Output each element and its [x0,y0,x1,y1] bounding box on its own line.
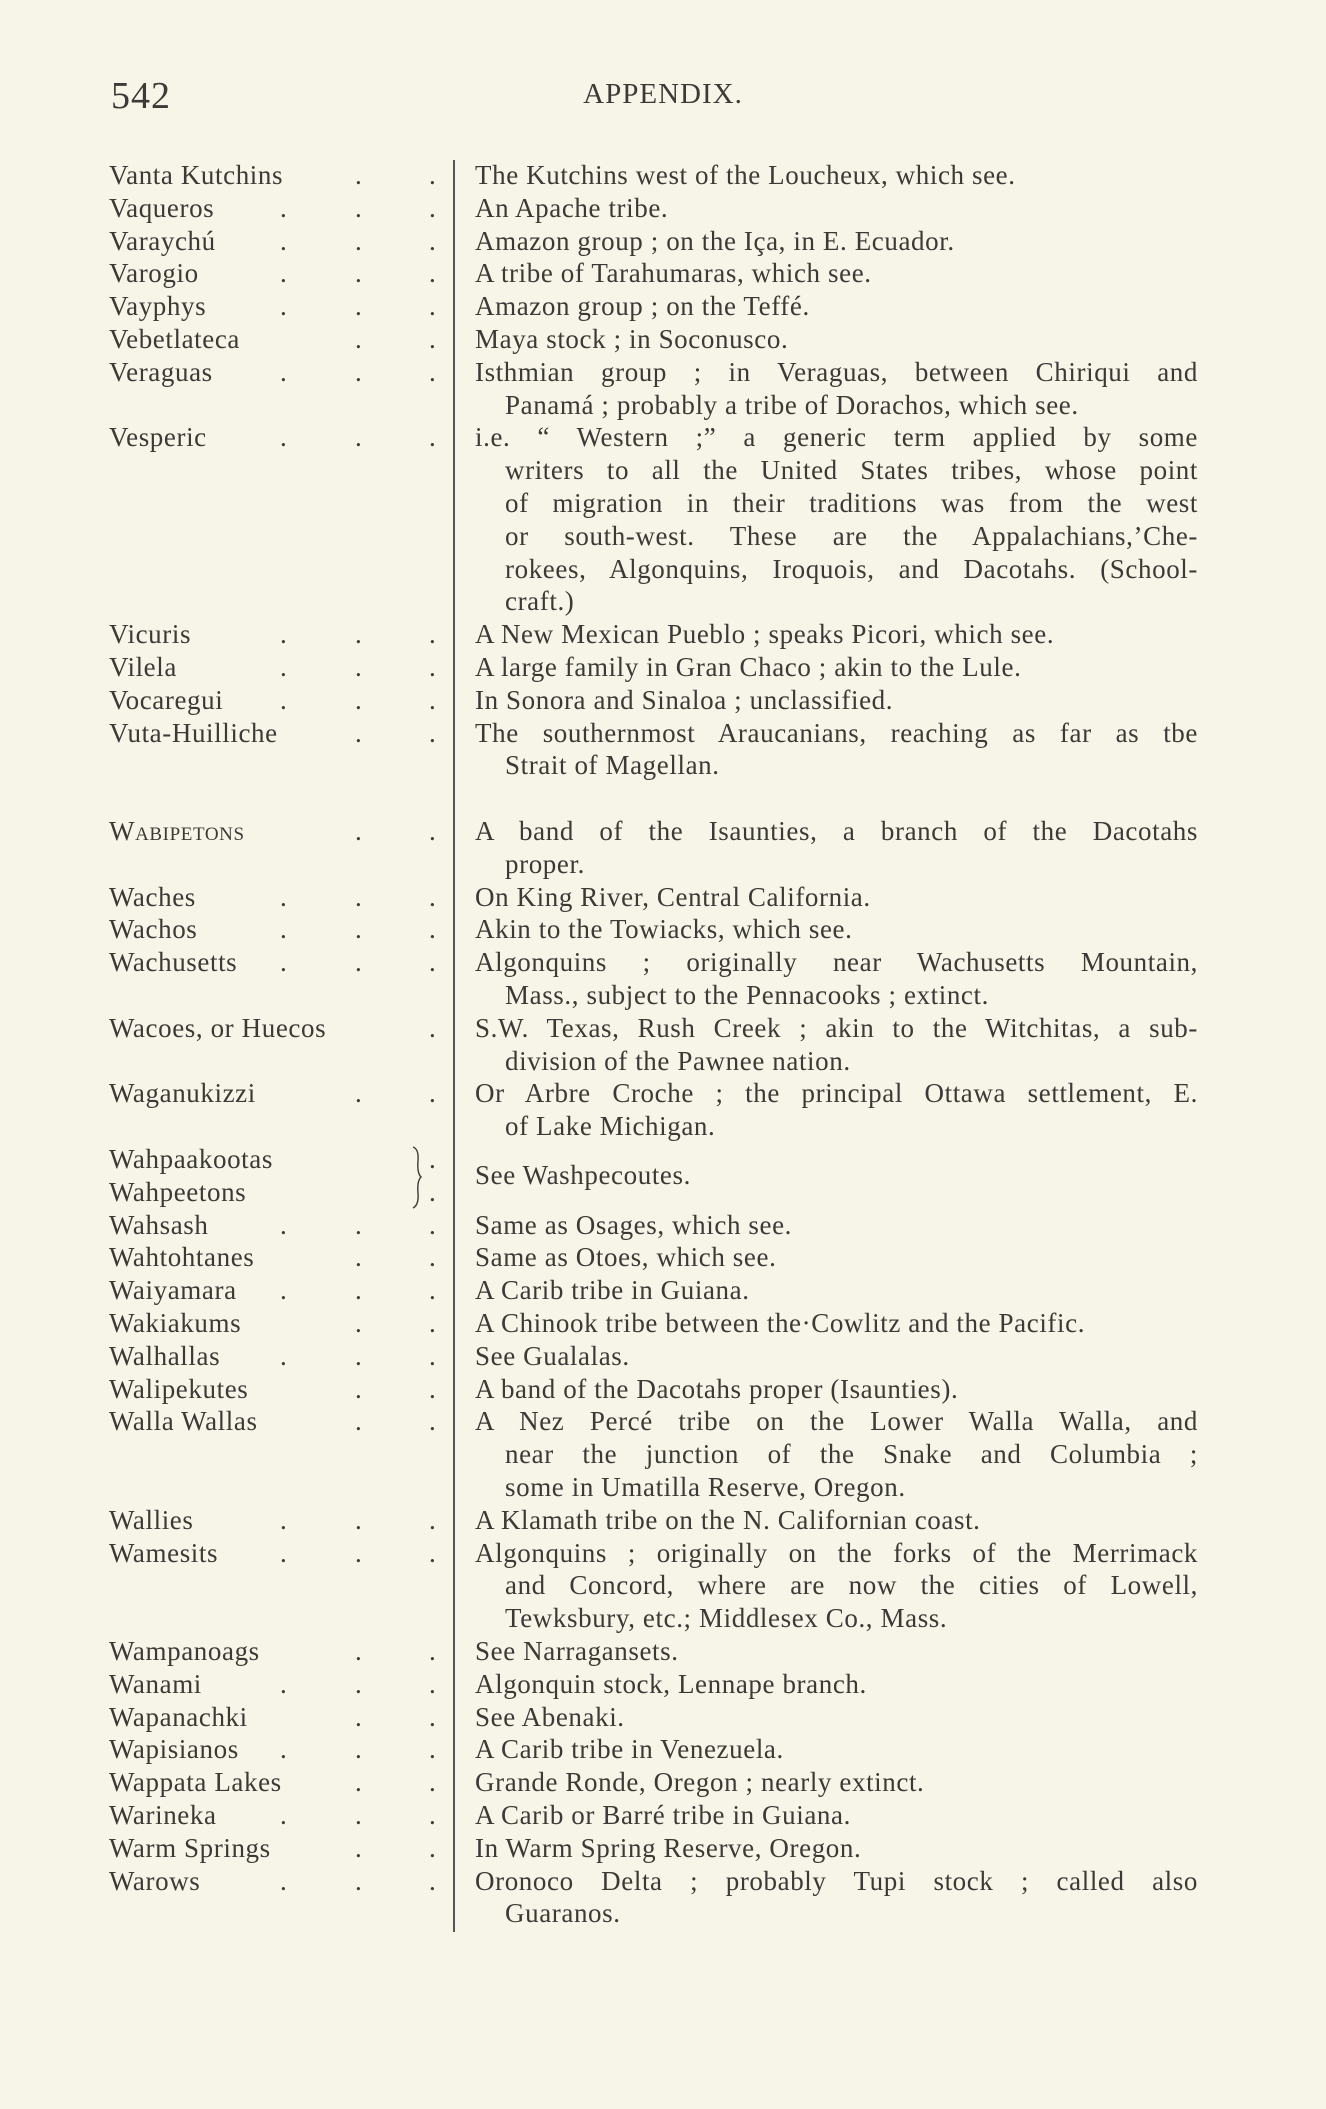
entry-description-continuation: craft.) [505,586,575,617]
entry-name: Vocaregui [109,684,224,715]
leader-dot: . [355,1701,362,1732]
entry-description-continuation: Tewksbury, etc.; Middlesex Co., Mass. [505,1603,948,1634]
entry-description-continuation: proper. [505,848,585,879]
leader-dot: . [355,1537,362,1568]
leader-dot: . [429,1537,436,1568]
leader-dot: . [355,1209,362,1240]
leader-dot: . [280,914,287,945]
entry-description: The southernmost Araucanians, reaching as far as tbe [475,717,1198,748]
entry-name: Warm Springs [109,1832,271,1863]
leader-dot: . [355,1340,362,1371]
leader-dot: . [355,1734,362,1765]
leader-dot: . [355,356,362,387]
leader-dot: . [355,192,362,223]
entry-name: Vaqueros [109,192,215,223]
leader-dot: . [429,1701,436,1732]
entry-name: Wapisianos [109,1734,239,1765]
entry-description: A Chinook tribe between the·Cowlitz and the Pacific. [475,1308,1086,1338]
leader-dot: . [355,881,362,912]
entry-name: Wappata Lakes [109,1767,282,1798]
entry-description: A Carib tribe in Guiana. [475,1275,750,1306]
leader-dot: . [280,1209,287,1240]
leader-dot: . [280,652,287,682]
leader-dot: . [355,160,362,190]
leader-dot: . [355,816,362,846]
leader-dot: . [355,225,362,256]
entry-description-continuation: Strait of Magellan. [505,750,720,781]
entry-description-continuation: writers to all the United States tribes, whose point [505,455,1198,486]
leader-dot: . [429,160,436,190]
entry-description: A Carib tribe in Venezuela. [475,1734,784,1765]
entry-name: Wallies [109,1504,194,1535]
entry-description: A band of the Isaunties, a branch of the Dacotahs [475,816,1198,846]
leader-dot: . [355,1308,362,1338]
entry-name: Wampanoags [109,1636,260,1666]
leader-dot: . [355,1078,362,1109]
leader-dot: . [429,1734,436,1765]
entry-name: Wahtohtanes [109,1242,255,1273]
leader-dot: . [355,947,362,978]
leader-dot: . [429,225,436,256]
brace-icon [410,1145,426,1211]
leader-dot: . [429,1865,436,1896]
leader-dot: . [355,1767,362,1798]
entry-description: Amazon group ; on the Teffé. [475,291,810,322]
entry-description: An Apache tribe. [475,192,669,223]
leader-dot: . [429,258,436,289]
entry-name: Wachos [109,914,198,945]
leader-dot: . [280,947,287,978]
leader-dot: . [280,192,287,223]
entry-description-continuation: division of the Pawnee nation. [505,1045,851,1076]
entry-description: A Nez Percé tribe on the Lower Walla Walla, and [475,1406,1198,1437]
entry-name: Warineka [109,1800,217,1830]
leader-dot: . [429,192,436,223]
leader-dot: . [280,1340,287,1371]
entry-description: Same as Osages, which see. [475,1209,793,1240]
entry-description: A band of the Dacotahs proper (Isaunties). [475,1373,959,1404]
entry-description: A large family in Gran Chaco ; akin to the Lule. [475,652,1022,682]
leader-dot: . [429,1176,436,1207]
leader-dot: . [280,684,287,715]
entry-name: Waches [109,881,196,912]
leader-dot: . [429,652,436,682]
leader-dot: . [280,291,287,322]
entry-description: Algonquin stock, Lennape branch. [475,1668,867,1699]
leader-dot: . [429,1078,436,1109]
entry-description-continuation: near the junction of the Snake and Columbia ; [505,1439,1198,1470]
leader-dot: . [429,1012,436,1043]
leader-dot: . [429,1373,436,1404]
entry-description: Maya stock ; in Soconusco. [475,324,789,354]
leader-dot: . [280,225,287,256]
entry-description: See Washpecoutes. [475,1160,691,1191]
entry-name: Wakiakums [109,1308,242,1338]
entry-description: Amazon group ; on the Iça, in E. Ecuador. [475,225,955,256]
entry-description-continuation: rokees, Algonquins, Iroquois, and Dacotahs. (School- [505,553,1198,584]
entry-name: Vilela [109,652,177,682]
entry-name: Veraguas [109,356,213,387]
leader-dot: . [429,1832,436,1863]
leader-dot: . [355,291,362,322]
entry-name: Walhallas [109,1340,221,1371]
entry-description: i.e. “ Western ;” a generic term applied by some [475,422,1198,453]
entry-description: In Warm Spring Reserve, Oregon. [475,1832,862,1863]
leader-dot: . [429,1308,436,1338]
leader-dot: . [355,684,362,715]
leader-dot: . [355,422,362,453]
leader-dot: . [355,1275,362,1306]
entry-name: Vicuris [109,619,192,650]
entry-name: Waganukizzi [109,1078,256,1109]
entry-description: Oronoco Delta ; probably Tupi stock ; called also [475,1865,1198,1896]
entry-description: Akin to the Towiacks, which see. [475,914,853,945]
entry-description: In Sonora and Sinaloa ; unclassified. [475,684,894,715]
leader-dot: . [280,422,287,453]
entry-description: Algonquins ; originally near Wachusetts Mountain, [475,947,1198,978]
leader-dot: . [355,619,362,650]
entry-name: Wahpaakootas [109,1144,273,1174]
leader-dot: . [429,324,436,354]
leader-dot: . [429,1668,436,1699]
entry-description-continuation: some in Umatilla Reserve, Oregon. [505,1472,906,1502]
leader-dot: . [429,816,436,846]
leader-dot: . [429,1636,436,1666]
leader-dot: . [280,356,287,387]
entry-description-continuation: or south-west. These are the Appalachians,’Che- [505,520,1198,551]
entry-name: Wanami [109,1668,202,1699]
leader-dot: . [355,652,362,682]
leader-dot: . [355,1865,362,1896]
leader-dot: . [429,684,436,715]
entry-description-continuation: Panamá ; probably a tribe of Dorachos, which see. [505,389,1079,420]
leader-dot: . [429,1800,436,1830]
leader-dot: . [429,1209,436,1240]
entry-name: Vanta Kutchins [109,160,284,190]
leader-dot: . [355,1832,362,1863]
leader-dot: . [355,1406,362,1437]
leader-dot: . [429,1275,436,1306]
leader-dot: . [280,258,287,289]
entry-description-continuation: Guaranos. [505,1898,621,1929]
entry-name: Wahsash [109,1209,209,1240]
entry-description: Grande Ronde, Oregon ; nearly extinct. [475,1767,925,1798]
leader-dot: . [355,324,362,354]
entry-name: Wahpeetons [109,1176,247,1207]
leader-dot: . [355,1504,362,1535]
entry-description: A New Mexican Pueblo ; speaks Picori, which see. [475,619,1055,650]
leader-dot: . [429,1767,436,1798]
entry-description: Isthmian group ; in Veraguas, between Chiriqui and [475,356,1198,387]
entry-name: Varogio [109,258,199,289]
entry-description: Algonquins ; originally on the forks of the Merrimack [475,1537,1198,1568]
entry-name: Wapanachki [109,1701,248,1732]
leader-dot: . [280,1734,287,1765]
leader-dot: . [429,291,436,322]
leader-dot: . [429,717,436,748]
leader-dot: . [280,619,287,650]
leader-dot: . [280,1800,287,1830]
leader-dot: . [280,1865,287,1896]
leader-dot: . [280,881,287,912]
leader-dot: . [355,258,362,289]
leader-dot: . [429,947,436,978]
entry-description: See Abenaki. [475,1701,625,1732]
entry-name: Wamesits [109,1537,219,1568]
leader-dot: . [429,1504,436,1535]
entry-name: Warows [109,1865,201,1896]
entry-description: A Klamath tribe on the N. Californian coast. [475,1504,981,1535]
entry-description: Same as Otoes, which see. [475,1242,777,1273]
entry-description: The Kutchins west of the Loucheux, which see. [475,160,1016,190]
leader-dot: . [429,1406,436,1437]
entry-description: Or Arbre Croche ; the principal Ottawa settlement, E. [475,1078,1198,1109]
leader-dot: . [355,1373,362,1404]
entry-description-continuation: of migration in their traditions was from the west [505,488,1198,518]
entry-description: See Narragansets. [475,1636,679,1666]
leader-dot: . [355,1668,362,1699]
leader-dot: . [355,1242,362,1273]
leader-dot: . [280,1275,287,1306]
entry-description-continuation: and Concord, where are now the cities of Lowell, [505,1570,1198,1601]
leader-dot: . [429,914,436,945]
page-number: 542 [111,75,171,117]
leader-dot: . [429,1242,436,1273]
leader-dot: . [429,422,436,453]
entry-name: Vebetlateca [109,324,241,354]
leader-dot: . [355,1636,362,1666]
leader-dot: . [355,1800,362,1830]
leader-dot: . [355,914,362,945]
entry-name: Vesperic [109,422,207,453]
leader-dot: . [429,1340,436,1371]
entry-name: Walla Wallas [109,1406,258,1437]
entry-name: Wacoes, or Huecos [109,1012,327,1043]
leader-dot: . [280,1537,287,1568]
entry-description-continuation: of Lake Michigan. [505,1111,716,1142]
leader-dot: . [429,619,436,650]
entry-name: Wachusetts [109,947,238,978]
entry-description: A tribe of Tarahumaras, which see. [475,258,872,289]
running-title: APPENDIX. [583,78,743,110]
leader-dot: . [355,717,362,748]
entry-name: Wabipetons [109,816,245,846]
entry-description: See Gualalas. [475,1340,630,1371]
entry-description: On King River, Central California. [475,881,871,912]
entry-name: Varaychú [109,225,216,256]
leader-dot: . [429,881,436,912]
leader-dot: . [280,1668,287,1699]
entry-description: A Carib or Barré tribe in Guiana. [475,1800,851,1830]
entry-description: S.W. Texas, Rush Creek ; akin to the Witchitas, a sub- [475,1012,1198,1043]
leader-dot: . [280,1504,287,1535]
column-divider [453,160,455,1932]
entry-name: Vuta-Huilliche [109,717,278,748]
leader-dot: . [429,1144,436,1174]
entry-name: Waiyamara [109,1275,237,1306]
leader-dot: . [429,356,436,387]
entry-description-continuation: Mass., subject to the Pennacooks ; extinct. [505,980,989,1010]
entry-name: Walipekutes [109,1373,249,1404]
entry-name: Vayphys [109,291,207,322]
